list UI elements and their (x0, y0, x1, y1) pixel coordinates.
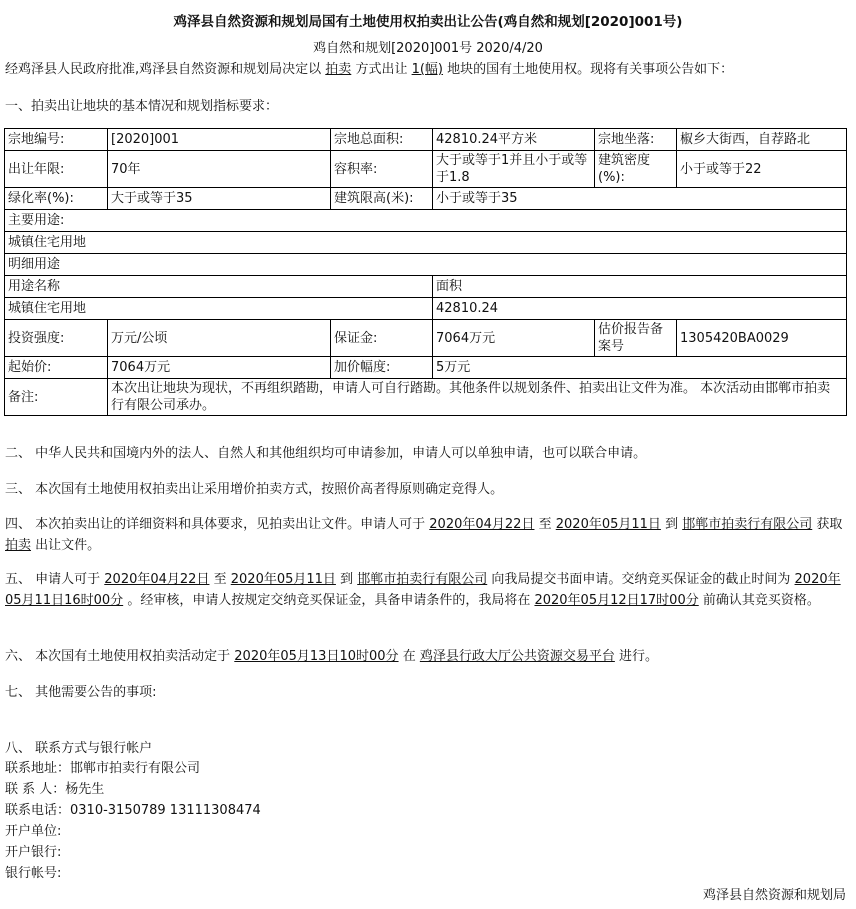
auction-time-text: 2020年05月13日10时00分 (234, 649, 399, 664)
table-cell-value: 大于或等于1并且小于或等于1.8 (433, 151, 595, 188)
account-unit: 开户单位: (5, 824, 62, 839)
org-text: 邯郸市拍卖行有限公司 (682, 517, 813, 532)
table-row (5, 151, 847, 188)
table-cell-label: 面积 (433, 276, 847, 298)
section8-heading: 八、 联系方式与银行帐户 (5, 741, 153, 756)
table-row (5, 357, 847, 379)
table-cell-label: 容积率: (331, 151, 433, 188)
table-cell-label: 绿化率(%): (5, 188, 108, 210)
table-cell-value: 城镇住宅用地 (5, 232, 847, 254)
confirm-time-text: 2020年05月12日17时00分 (534, 593, 699, 608)
table-cell-label: 投资强度: (5, 320, 108, 357)
table-cell-label: 宗地总面积: (331, 129, 433, 151)
table-cell-label: 用途名称 (5, 276, 433, 298)
section1-heading: 一、拍卖出让地块的基本情况和规划指标要求： (5, 99, 279, 114)
table-row (5, 210, 847, 232)
contact-address: 联系地址：邯郸市拍卖行有限公司 (5, 761, 201, 776)
intro-mid: 方式出让 (355, 62, 408, 77)
contact-phone: 联系电话：0310-3150789 13111308474 (5, 803, 261, 818)
org-text: 邯郸市拍卖行有限公司 (357, 572, 488, 587)
section6-paragraph: 六、 本次国有土地使用权拍卖活动定于 2020年05月13日10时00分 在 鸡泽县行政大厅公共资源交易平台 进行。 (5, 649, 659, 664)
auction-place-text: 鸡泽县行政大厅公共资源交易平台 (419, 649, 615, 664)
table-cell-value: 本次出让地块为现状，不再组织踏勘，申请人可自行踏勘。其他条件以规划条件、拍卖出让文件为准。 本次活动由邯郸市拍卖行有限公司承办。 (108, 379, 847, 416)
date-text: 2020年05月11日 (555, 517, 661, 532)
table-cell-label: 宗地坐落: (595, 129, 677, 151)
page-title: 鸡泽县自然资源和规划局国有土地使用权拍卖出让公告(鸡自然和规划[2020]001号) (173, 14, 683, 30)
table-cell-value: 7064万元 (108, 357, 331, 379)
section7-paragraph: 七、 其他需要公告的事项: (5, 685, 157, 700)
table-cell-value: 42810.24 (433, 298, 847, 320)
table-cell-label: 加价幅度: (331, 357, 433, 379)
intro-count: 1(幅) (411, 62, 444, 77)
table-cell-label: 建筑密度(%): (595, 151, 677, 188)
table-cell-label: 明细用途 (5, 254, 847, 276)
parcel-info-table (4, 128, 847, 416)
date-text: 2020年04月22日 (104, 572, 210, 587)
intro-prefix: 经鸡泽县人民政府批准,鸡泽县自然资源和规划局决定以 (5, 62, 322, 77)
table-cell-value: 70年 (108, 151, 331, 188)
table-cell-value: 椒乡大街西，自荐路北 (677, 129, 847, 151)
table-cell-label: 保证金: (331, 320, 433, 357)
document-number: 鸡自然和规划[2020]001号 2020/4/20 (313, 41, 543, 56)
table-row (5, 188, 847, 210)
table-cell-label: 出让年限: (5, 151, 108, 188)
section5-paragraph: 五、 申请人可于 2020年04月22日 至 2020年05月11日 到 邯郸市拍卖行有限公司 向我局提交书面申请。交纳竞买保证金的截止时间为 2020年05月11日16时00分 。经审核，申请人按规定交纳竞买保证金，具备申请条件的，我局将在 2020年05月12日17时00分 前确认其竞买资格。 (5, 572, 841, 608)
table-cell-label: 估价报告备案号 (595, 320, 677, 357)
intro-method: 拍卖 (325, 62, 352, 77)
table-cell-label: 建筑限高(米): (331, 188, 433, 210)
table-row (5, 298, 847, 320)
table-cell-value: 小于或等于35 (433, 188, 847, 210)
table-row (5, 276, 847, 298)
table-cell-label: 宗地编号: (5, 129, 108, 151)
table-cell-value: 城镇住宅用地 (5, 298, 433, 320)
deadline-text: 2020年05月11日16时00分 (5, 572, 841, 608)
intro-paragraph (5, 58, 851, 77)
section3-paragraph: 三、 本次国有土地使用权拍卖出让采用增价拍卖方式，按照价高者得原则确定竞得人。 (5, 482, 504, 497)
account-number: 银行帐号: (5, 866, 62, 881)
table-cell-value: 5万元 (433, 357, 847, 379)
table-cell-label: 备注: (5, 379, 108, 416)
table-cell-value: 小于或等于22 (677, 151, 847, 188)
table-row (5, 129, 847, 151)
table-cell-label: 起始价: (5, 357, 108, 379)
signature: 鸡泽县自然资源和规划局 (702, 888, 846, 903)
contact-person: 联 系 人：杨先生 (5, 782, 105, 797)
table-row (5, 254, 847, 276)
table-row (5, 379, 847, 416)
date-text: 2020年04月22日 (429, 517, 535, 532)
table-cell-value: 7064万元 (433, 320, 595, 357)
table-row (5, 320, 847, 357)
table-cell-label: 主要用途: (5, 210, 847, 232)
table-cell-value: 42810.24平方米 (433, 129, 595, 151)
table-cell-value: 大于或等于35 (108, 188, 331, 210)
section4-paragraph: 四、 本次拍卖出让的详细资料和具体要求，见拍卖出让文件。申请人可于 2020年04月22日 至 2020年05月11日 到 邯郸市拍卖行有限公司 获取 拍卖 出让文件。 (5, 517, 843, 553)
date-text: 2020年05月11日 (230, 572, 336, 587)
table-cell-value: 1305420BA0029 (677, 320, 847, 357)
table-cell-value: 万元/公顷 (108, 320, 331, 357)
intro-suffix: 地块的国有土地使用权。现将有关事项公告如下： (447, 62, 734, 77)
bank-name: 开户银行: (5, 845, 62, 860)
section2-paragraph: 二、 中华人民共和国境内外的法人、自然人和其他组织均可申请参加，申请人可以单独申请，也可以联合申请。 (5, 446, 647, 461)
table-row (5, 232, 847, 254)
table-cell-value: [2020]001 (108, 129, 331, 151)
